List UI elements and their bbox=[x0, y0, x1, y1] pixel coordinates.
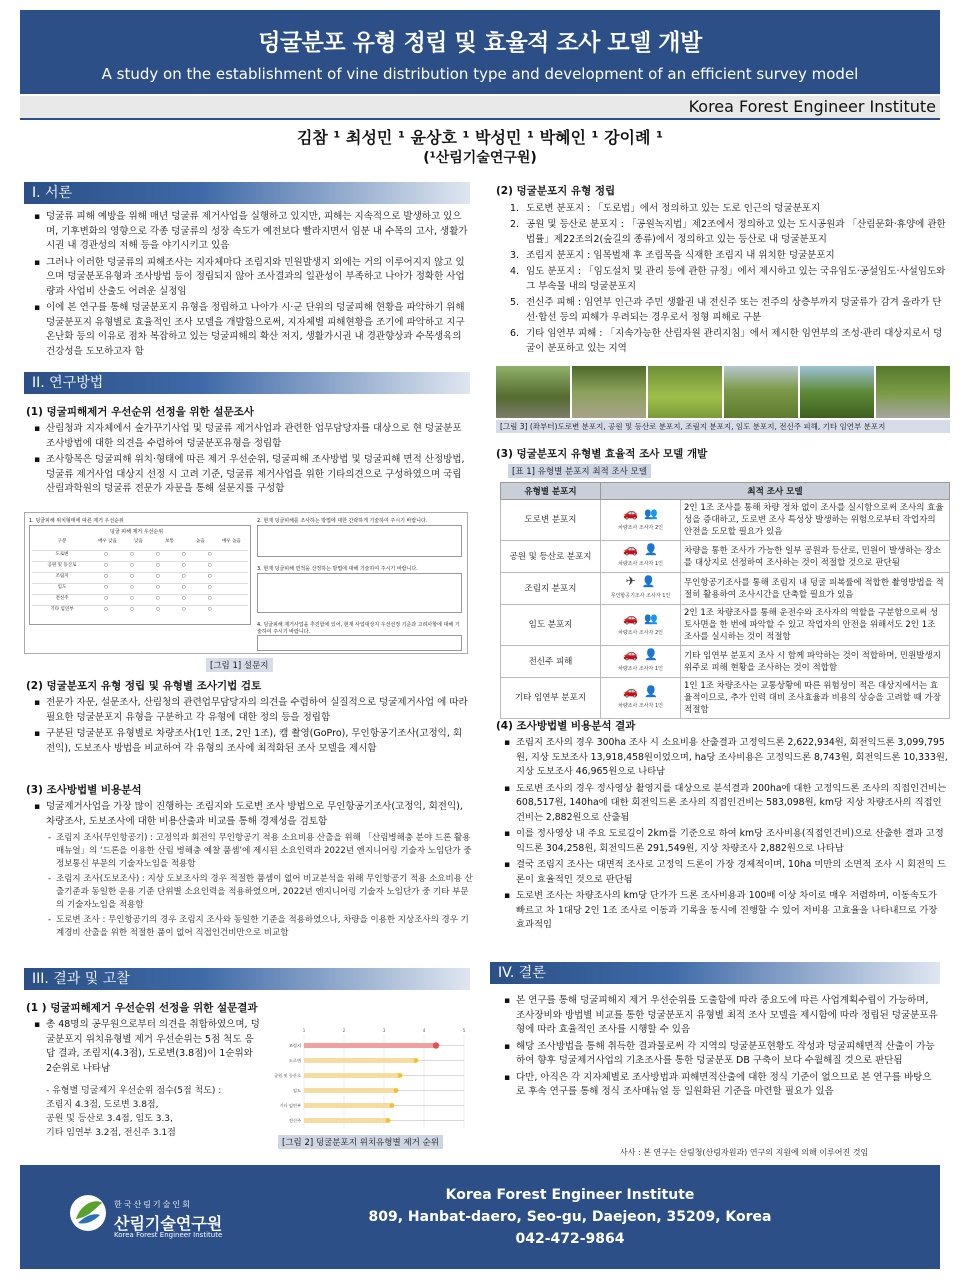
methods-sub1-bullets bbox=[30, 422, 470, 499]
tick-label: 4 bbox=[422, 1028, 426, 1033]
list-item: ▪ 구분된 덩굴분포 유형별로 차량조사(1인 1조, 2인 1조), 캠 촬영(GoPro), 무인항공기조사(고정익, 회전익), 도보조사 방법을 비교하여 각 유형의 조사에 최적화된 조사 모델을 제시함 bbox=[30, 727, 470, 756]
list-item: 6. 기타 임연부 피해 : 「지속가능한 산림자원 관리지침」에서 제시한 임연부의 조성·관리 대상지로서 덩굴이 분포하고 있는 지역 bbox=[510, 328, 943, 354]
photo-utility-pole bbox=[800, 366, 874, 418]
list-item: ▪ 조림지 조사의 경우 300ha 조사 시 소요비용 산출결과 고정익드론 2,622,934원, 회전익드론 3,099,795원, 지상 도보조사 13,918,458원이었으며, ha당 조사비용은 고정익드론 8,743원, 회전익드론 10,333원, 지상 도보조사 46,965원으로 나타남 bbox=[500, 736, 948, 780]
list-item: ▪ 덩굴류 피해 예방을 위해 매년 덩굴류 제거사업을 실행하고 있지만, 피해는 지속적으로 발생하고 있으며, 기후변화의 영향으로 각종 덩굴류의 성장 속도가 예전보다 빨라지면서 임분 내 수목의 고사, 생활가시권 내 경관성의 저해 등을 야기시키고 있음 bbox=[30, 210, 470, 254]
table-cell: 기타 임연부 분포지 조사 시 함께 파악하는 것이 적합하며, 민원발생지 위주로 피해 현황을 조사하는 것이 적합함 bbox=[681, 646, 950, 678]
table-icon-cell: 🚗 👥 차량조사 조사자 2인 bbox=[601, 500, 681, 541]
survey-col: 매우 높음 bbox=[222, 539, 241, 544]
category-label: 전신주 bbox=[288, 1118, 301, 1123]
list-item: 1. 도로변 분포지 : 「도로법」에서 정의하고 있는 도로 인근의 덩굴분포지 bbox=[510, 203, 821, 214]
title-korean: 덩굴분포 유형 정립 및 효율적 조사 모델 개발 bbox=[258, 30, 702, 56]
survey-model-table bbox=[500, 482, 950, 719]
section-introduction-heading: I. 서론 bbox=[24, 182, 470, 204]
table1-caption: [표 1] 유형별 분포지 최적 조사 모델 bbox=[508, 464, 651, 478]
list-item: ▪ 본 연구를 통해 덩굴피해지 제거 우선순위를 도출함에 따라 중요도에 따른 사업계획수립이 가능하며, 조사장비와 방법별 비교를 통한 덩굴분포지 유형별 최적 조사 모델을 제시함에 따라 정립된 덩굴분포유형에 따라 효율적인 조사를 시행할 수 있음 bbox=[500, 994, 940, 1038]
title-banner bbox=[20, 10, 940, 94]
data-point bbox=[433, 1042, 439, 1048]
data-point bbox=[386, 1118, 391, 1123]
institute-bar bbox=[20, 96, 940, 120]
table-cell: 기타 임연부 분포지 bbox=[501, 678, 601, 719]
person-icon: 👤 bbox=[644, 684, 658, 698]
results-sub1-heading: (1 ) 덩굴피해제거 우선순위 선정을 위한 설문결과 bbox=[26, 1002, 258, 1014]
table-cell: 2인 1조 조사를 통해 차량 정차 없이 조사를 실시함으로써 조사의 효율성을 증대하고, 도로변 조사 특성상 발생하는 위험으로부터 작업자의 안전을 도모할 필요가 있음 bbox=[681, 500, 950, 541]
list-item: ▪ 총 48명의 공무원으로부터 의견을 취합하였으며, 덩굴분포지 위치유형별 제거 우선순위는 5점 척도 응답 결과, 조림지(4.3점), 도로변(3.8점)이 1순위와 2순위로 나타남 bbox=[30, 1018, 260, 1076]
table-row bbox=[501, 678, 950, 719]
photo-plantation bbox=[648, 366, 722, 418]
table-header-row bbox=[501, 483, 950, 500]
right-sub4-heading: (4) 조사방법별 비용분석 결과 bbox=[496, 720, 636, 732]
table-header: 유형별 분포지 bbox=[501, 483, 601, 500]
table-row bbox=[501, 605, 950, 646]
table-cell: 1인 1조 차량조사는 교통상황에 따른 위험성이 적은 대상지에서는 효율적이므로, 추가 인력 대비 조사효율과 비용의 상승을 고려할 때 가장 적절함 bbox=[681, 678, 950, 719]
survey-row-label: 공원 및 등산로 bbox=[47, 563, 77, 568]
methods-sub3-details bbox=[46, 832, 474, 942]
survey-col: 구분 bbox=[57, 539, 67, 544]
distribution-types-list bbox=[510, 201, 950, 357]
figure2-caption: [그림 2] 덩굴분포지 위치유형별 제거 순위 bbox=[278, 1135, 443, 1149]
institute-name: Korea Forest Engineer Institute bbox=[688, 97, 936, 116]
survey-col: 낮음 bbox=[134, 539, 143, 544]
survey-row: 임도 ○○○○○ bbox=[32, 583, 248, 594]
list-item: ▪ 다만, 아직은 각 지자체별로 조사방법과 피해면적산출에 대한 정식 기준이 없으므로 본 연구를 바탕으로 후속 연구를 통해 정식 조사매뉴얼 등 일원화된 기준을 마련할 필요가 있음 bbox=[500, 1071, 940, 1100]
table-cell: 조림지 분포지 bbox=[501, 573, 601, 605]
distribution-photos bbox=[496, 366, 950, 418]
list-item: ▪ 해당 조사방법을 통해 취득한 결과물로써 각 지역의 덩굴분포현황도 작성과 덩굴피해면적 산출이 가능하여 향후 덩굴제거사업의 기초조사를 통한 덩굴분포 DB 구축이 보다 수월해질 것으로 판단됨 bbox=[500, 1040, 940, 1069]
survey-col: 보통 bbox=[165, 539, 174, 544]
table-row bbox=[501, 500, 950, 541]
institute-logo bbox=[68, 1185, 268, 1245]
logo-main-text: 산림기술연구원 bbox=[114, 1214, 223, 1233]
tick-label: 5 bbox=[462, 1028, 466, 1033]
survey-row-label: 전신주 bbox=[55, 596, 69, 601]
photo-forest-edge bbox=[876, 366, 950, 418]
survey-form-figure bbox=[24, 512, 468, 654]
score-line: 기타 임연부 3.2점, 전신주 3.1점 bbox=[46, 1128, 176, 1138]
survey-answer-box bbox=[257, 573, 462, 613]
bar bbox=[304, 1058, 416, 1063]
survey-col: 매우 낮음 bbox=[98, 539, 117, 544]
logo-english-text: Korea Forest Engineer Institute bbox=[114, 1231, 223, 1239]
list-item: ▪ 도로변 조사는 차량조사의 km당 단가가 드론 조사비용과 100배 이상 차이로 매우 저렴하며, 이동속도가 빠르고 차 1대당 2인 1조 조사로 이동과 기록을 동시에 진행할 수 있어 저비용 고효율을 나타내므로 가장 효과적임 bbox=[500, 889, 948, 933]
list-item: ▪ 도로변 조사의 경우 정사영상 촬영지를 대상으로 분석결과 200ha에 대한 고정익드론 조사의 직접인건비는 608,517원, 140ha에 대한 회전익드론 조사의 직접인건비는 583,098원, km당 지상 차량조사의 직접인건비는 2,882원으로 산출됨 bbox=[500, 782, 948, 826]
survey-row-label: 도로변 bbox=[55, 552, 69, 557]
car-icon: 🚗 bbox=[623, 683, 639, 698]
bar bbox=[304, 1043, 436, 1048]
list-item: 4. 임도 분포지 : 「임도설치 및 관리 등에 관한 규정」에서 제시하고 있는 국유임도·공설임도·사설임도와 그 부속물 내의 덩굴분포지 bbox=[510, 266, 946, 292]
bar bbox=[304, 1103, 392, 1108]
list-item: ▪ 덩굴제거사업을 가장 많이 진행하는 조림지와 도로변 조사 방법으로 무인항공기조사(고정익, 회전익), 차량조사, 도보조사에 대한 비용산출과 비교를 통해 경제성을 검토함 bbox=[30, 800, 470, 829]
survey-q3: 3. 현재 덩굴피해 면적을 산정하는 방법에 대해 기술하여 주시기 바랍니다. bbox=[257, 566, 418, 572]
person-icon: 👤 bbox=[644, 543, 658, 556]
footer-address: 809, Hanbat-daero, Seo-gu, Daejeon, 35209, Korea bbox=[368, 1209, 772, 1225]
list-item: ▪ 조사항목은 덩굴피해 위치·형태에 따른 제거 우선순위, 덩굴피해 조사방법 및 덩굴피해 면적 산정방법, 덩굴류 제거사업 대상지 선정 시 고려 기준, 덩굴류 제거사업을 위한 기타의견으로 구성하였으며 국립산림과학원의 덩굴류 전문가 자문을 통해 설문지를 구성함 bbox=[30, 453, 470, 497]
bar bbox=[304, 1073, 400, 1078]
photo-park-trail bbox=[572, 366, 646, 418]
survey-row-label: 조림지 bbox=[55, 574, 69, 579]
score-line: 조림지 4.3점, 도로변 3.8점, bbox=[46, 1100, 159, 1110]
car-icon: 🚗 bbox=[623, 505, 639, 520]
table-icon-cell: 🚗 👤 차량조사 조사자 1인 bbox=[601, 541, 681, 573]
footer-institute: Korea Forest Engineer Institute bbox=[445, 1187, 695, 1203]
footer-phone: 042-472-9864 bbox=[515, 1231, 625, 1247]
category-label: 도로변 bbox=[288, 1058, 301, 1063]
survey-rows bbox=[32, 550, 248, 616]
leaf-logo-icon bbox=[68, 1193, 108, 1233]
results-bullets bbox=[30, 1018, 260, 1078]
logo-small-text: 한국산림기술인회 bbox=[114, 1200, 192, 1209]
right-sub2-heading: (2) 덩굴분포지 유형 정립 bbox=[496, 185, 616, 197]
table-row bbox=[501, 541, 950, 573]
affiliation: (¹산림기술연구원) bbox=[423, 150, 537, 166]
survey-table bbox=[29, 525, 251, 625]
person-icon: 👤 bbox=[641, 575, 656, 588]
table-cell: 차량을 통한 조사가 가능한 일부 공원과 등산로, 민원이 발생하는 장소를 대상지로 선정하여 조사하는 것이 적절할 것으로 판단됨 bbox=[681, 541, 950, 573]
survey-table-header: 덩굴 피해 제거 우선순위 bbox=[110, 529, 164, 535]
survey-row-label: 임도 bbox=[57, 585, 67, 590]
table-row bbox=[501, 646, 950, 678]
section-conclusion-heading: IV. 결론 bbox=[490, 962, 940, 984]
survey-row: 조림지 ○○○○○ bbox=[32, 572, 248, 583]
section-methods-heading: II. 연구방법 bbox=[24, 372, 470, 394]
results-score-list bbox=[46, 1084, 268, 1140]
table-cell: 공원 및 등산로 분포지 bbox=[501, 541, 601, 573]
footer bbox=[20, 1165, 940, 1269]
figure1-caption: [그림 1] 설문지 bbox=[206, 658, 273, 672]
list-item: ▪ 이를 정사영상 내 주요 도로길이 2km를 기준으로 하여 km당 조사비용(직접인건비)으로 산출한 결과 고정익드론 304,258원, 회전익드론 291,549원, 지상 차량조사 2,882원으로 나타남 bbox=[500, 827, 948, 856]
table-icon-cell: 🚗 👤 차량조사 조사자 1인 bbox=[601, 678, 681, 719]
survey-answer-box bbox=[257, 635, 462, 651]
data-point bbox=[390, 1103, 395, 1108]
table-header: 최적 조사 모델 bbox=[601, 483, 950, 500]
survey-row: 전신주 ○○○○○ bbox=[32, 594, 248, 605]
table-row bbox=[501, 573, 950, 605]
survey-col: 높음 bbox=[196, 539, 205, 544]
methods-sub3-heading: (3) 조사방법별 비용분석 bbox=[26, 784, 142, 796]
table-icon-cell: ✈ 👤 무인항공기조사 조사자 1인 bbox=[601, 573, 681, 605]
methods-sub2-bullets bbox=[30, 696, 470, 758]
category-label: 공원 및 등산로 bbox=[274, 1073, 301, 1078]
list-item: ▪ 그러나 이러한 덩굴류의 피해조사는 지자체마다 조림지와 민원발생지 외에는 거의 이루어지지 않고 있으며 덩굴분포유형과 조사방법 등이 정립되지 않아 조사결과의 일관성이 부족하고 나아가 정확한 사업량과 사업비 산출도 어려운 실정임 bbox=[30, 256, 470, 300]
title-english: A study on the establishment of vine distribution type and development of an efficient survey model bbox=[101, 65, 859, 83]
bar bbox=[304, 1118, 388, 1123]
priority-chart bbox=[270, 1024, 470, 1134]
person-icon: 👤 bbox=[644, 648, 658, 661]
methods-sub3-bullets bbox=[30, 800, 470, 831]
survey-row: 공원 및 등산로 ○○○○○ bbox=[32, 561, 248, 572]
survey-q1: 1. 덩굴피해 위치형태에 따른 제거 우선순위 bbox=[29, 518, 124, 524]
methods-sub2-heading: (2) 덩굴분포지 유형 정립 및 유형별 조사기법 검토 bbox=[26, 680, 262, 692]
car-icon: 🚗 bbox=[623, 647, 639, 661]
car-icon: 🚗 bbox=[623, 610, 639, 625]
list-item: 5. 전신주 피해 : 임연부 인근과 주민 생활권 내 전신주 또는 전주의 상층부까지 덩굴류가 감겨 올라가 단선·합선 등의 피해가 우려되는 경우로서 정형 피해로 구분 bbox=[510, 297, 942, 323]
person-icon: 👥 bbox=[644, 506, 658, 520]
cost-results-bullets bbox=[500, 736, 948, 935]
survey-row-label: 기타 임연부 bbox=[50, 607, 74, 612]
category-label: 조림지 bbox=[288, 1043, 301, 1048]
table-icon-cell: 🚗 👤 차량조사 조사자 1인 bbox=[601, 646, 681, 678]
section-results-heading: III. 결과 및 고찰 bbox=[24, 968, 470, 990]
score-line: 공원 및 등산로 3.4점, 임도 3.3, bbox=[46, 1114, 173, 1124]
conclusion-bullets bbox=[500, 994, 940, 1102]
tick-label: 1 bbox=[302, 1028, 306, 1033]
survey-q4: 4. 덩굴피해 제거사업을 추진함에 있어, 현재 사업대상지 우선선정 기준과 고려사항에 대해 기술하여 주시기 바랍니다. bbox=[257, 622, 460, 635]
bar bbox=[304, 1088, 396, 1093]
table-icon-cell: 🚗 👥 차량조사 조사자 2인 bbox=[601, 605, 681, 646]
table-cell: 전신주 피해 bbox=[501, 646, 601, 678]
data-point bbox=[394, 1088, 399, 1093]
table-cell: 도로변 분포지 bbox=[501, 500, 601, 541]
survey-row: 도로변 ○○○○○ bbox=[32, 550, 248, 561]
list-item: ▪ 이에 본 연구를 통해 덩굴분포지 유형을 정립하고 나아가 시·군 단위의 덩굴피해 현황을 파악하기 위해 덩굴분포지 유형별로 효율적인 조사 모델을 개발함으로써, 지자체별 피해현황을 조기에 파악하고 지구온난화 등의 이유로 점차 복잡하고 있는 덩굴피해의 확산 저지, 생활가시권 내 경관향상과 수목생육의 건강성을 도모하고자 함 bbox=[30, 301, 470, 359]
list-item: - 도로변 조사 : 무인항공기의 경우 조림지 조사와 동일한 기준을 적용하였으나, 차량을 이용한 지상조사의 경우 기계경비 산출을 위한 적절한 품이 없어 직접인건비만으로 비교함 bbox=[46, 914, 474, 940]
category-label: 기타 임연부 bbox=[279, 1103, 301, 1108]
score-title: - 유형별 덩굴제거 우선순위 점수(5점 척도) : bbox=[46, 1086, 222, 1096]
data-point bbox=[398, 1073, 403, 1078]
list-item: ▪ 결국 조림지 조사는 대면적 조사로 고정익 드론이 가장 경제적이며, 10ha 미만의 소면적 조사 시 회전익 드론이 효율적인 것으로 판단됨 bbox=[500, 858, 948, 887]
list-item: 3. 조림지 분포지 : 임목벌채 후 조림목을 식재한 조림지 내 위치한 덩굴분포지 bbox=[510, 250, 835, 261]
person-icon: 👥 bbox=[644, 611, 658, 625]
category-label: 임도 bbox=[292, 1088, 301, 1093]
table-cell: 무인항공기조사를 통해 조림지 내 덩굴 피복률에 적합한 촬영방법을 적절히 활용하여 조사시간을 단축할 필요가 있음 bbox=[681, 573, 950, 605]
table-cell: 2인 1조 차량조사를 통해 운전수와 조사자의 역할을 구분함으로써 성토사면을 한 번에 파악할 수 있고 작업자의 안전을 위해서도 2인 1조 조사를 실시하는 것이 적절함 bbox=[681, 605, 950, 646]
tick-label: 2 bbox=[342, 1028, 346, 1033]
right-sub3-heading: (3) 덩굴분포지 유형별 효율적 조사 모델 개발 bbox=[496, 448, 708, 460]
photo-roadside bbox=[496, 366, 570, 418]
table-cell: 임도 분포지 bbox=[501, 605, 601, 646]
list-item: ▪ 전문가 자문, 설문조사, 산림청의 관련업무담당자의 의견을 수렴하여 실질적으로 덩굴제거사업 에 따라 필요한 덩굴분포지 유형을 구분하고 각 유형에 대한 정의 등을 정립함 bbox=[30, 696, 470, 725]
acknowledgement: 사사 : 본 연구는 산림청(산림자원과) 연구의 지원에 의해 이루어진 것임 bbox=[620, 1148, 869, 1157]
figure3-caption: [그림 3] (좌부터)도로변 분포지, 공원 및 등산로 분포지, 조림지 분포지, 임도 분포지, 전신주 피해, 기타 임연부 분포지 bbox=[496, 420, 950, 433]
author-list: 김참 ¹ 최성민 ¹ 윤상호 ¹ 박성민 ¹ 박혜인 ¹ 강이례 ¹ bbox=[296, 128, 664, 147]
data-point bbox=[414, 1058, 419, 1063]
tick-label: 3 bbox=[382, 1028, 386, 1033]
survey-answer-box bbox=[257, 525, 462, 557]
methods-sub1-heading: (1) 덩굴피해제거 우선순위 선정을 위한 설문조사 bbox=[26, 406, 254, 418]
survey-q2: 2. 현재 덩굴피해를 조사하는 방법에 대한 간략하게 기술하여 주시기 바랍니다. bbox=[257, 518, 428, 524]
photo-forest-road bbox=[724, 366, 798, 418]
survey-cols bbox=[32, 538, 248, 544]
list-item: 2. 공원 및 등산로 분포지 : 「공원녹지법」제2조에서 정의하고 있는 도시공원과 「산림문화·휴양에 관한 법률」제22조의2(숲길의 종류)에서 정의하고 있는 등산로 내 덩굴분포지 bbox=[510, 219, 946, 245]
list-item: - 조림지 조사(도보조사) : 지상 도보조사의 경우 적절한 품셈이 없어 비교분석을 위해 무인항공기 적용 소요비용 산출기준과 동일한 운용 기준 단위별 소요인력을 적용하였으며, 2022년 엔지니어링 기술자 노임단가 중 기타 부문의 기술자노임을 적용함 bbox=[46, 873, 474, 912]
drone-icon: ✈ bbox=[625, 574, 636, 588]
car-icon: 🚗 bbox=[623, 542, 639, 556]
intro-bullets bbox=[30, 210, 470, 361]
list-item: - 조림지 조사(무인항공기) : 고정익과 회전익 무인항공기 적용 소요비용 산출을 위해 「산림병해충 분야 드론 활용 매뉴얼」의 ‘드론을 이용한 산림 병해충 예찰 품셈’에 제시된 소요인력과 2022년 엔지니어링 기술자 노임단가 중 정보통신 부문의 기술자노임을 적용함 bbox=[46, 832, 474, 871]
list-item: ▪ 산림청과 지자체에서 숲가꾸기사업 및 덩굴류 제거사업과 관련한 업무담당자를 대상으로 현 덩굴분포 조사방법에 대한 의견을 수렴하여 덩굴분포유형을 정립함 bbox=[30, 422, 470, 451]
survey-row: 기타 임연부 ○○○○○ bbox=[32, 605, 248, 616]
